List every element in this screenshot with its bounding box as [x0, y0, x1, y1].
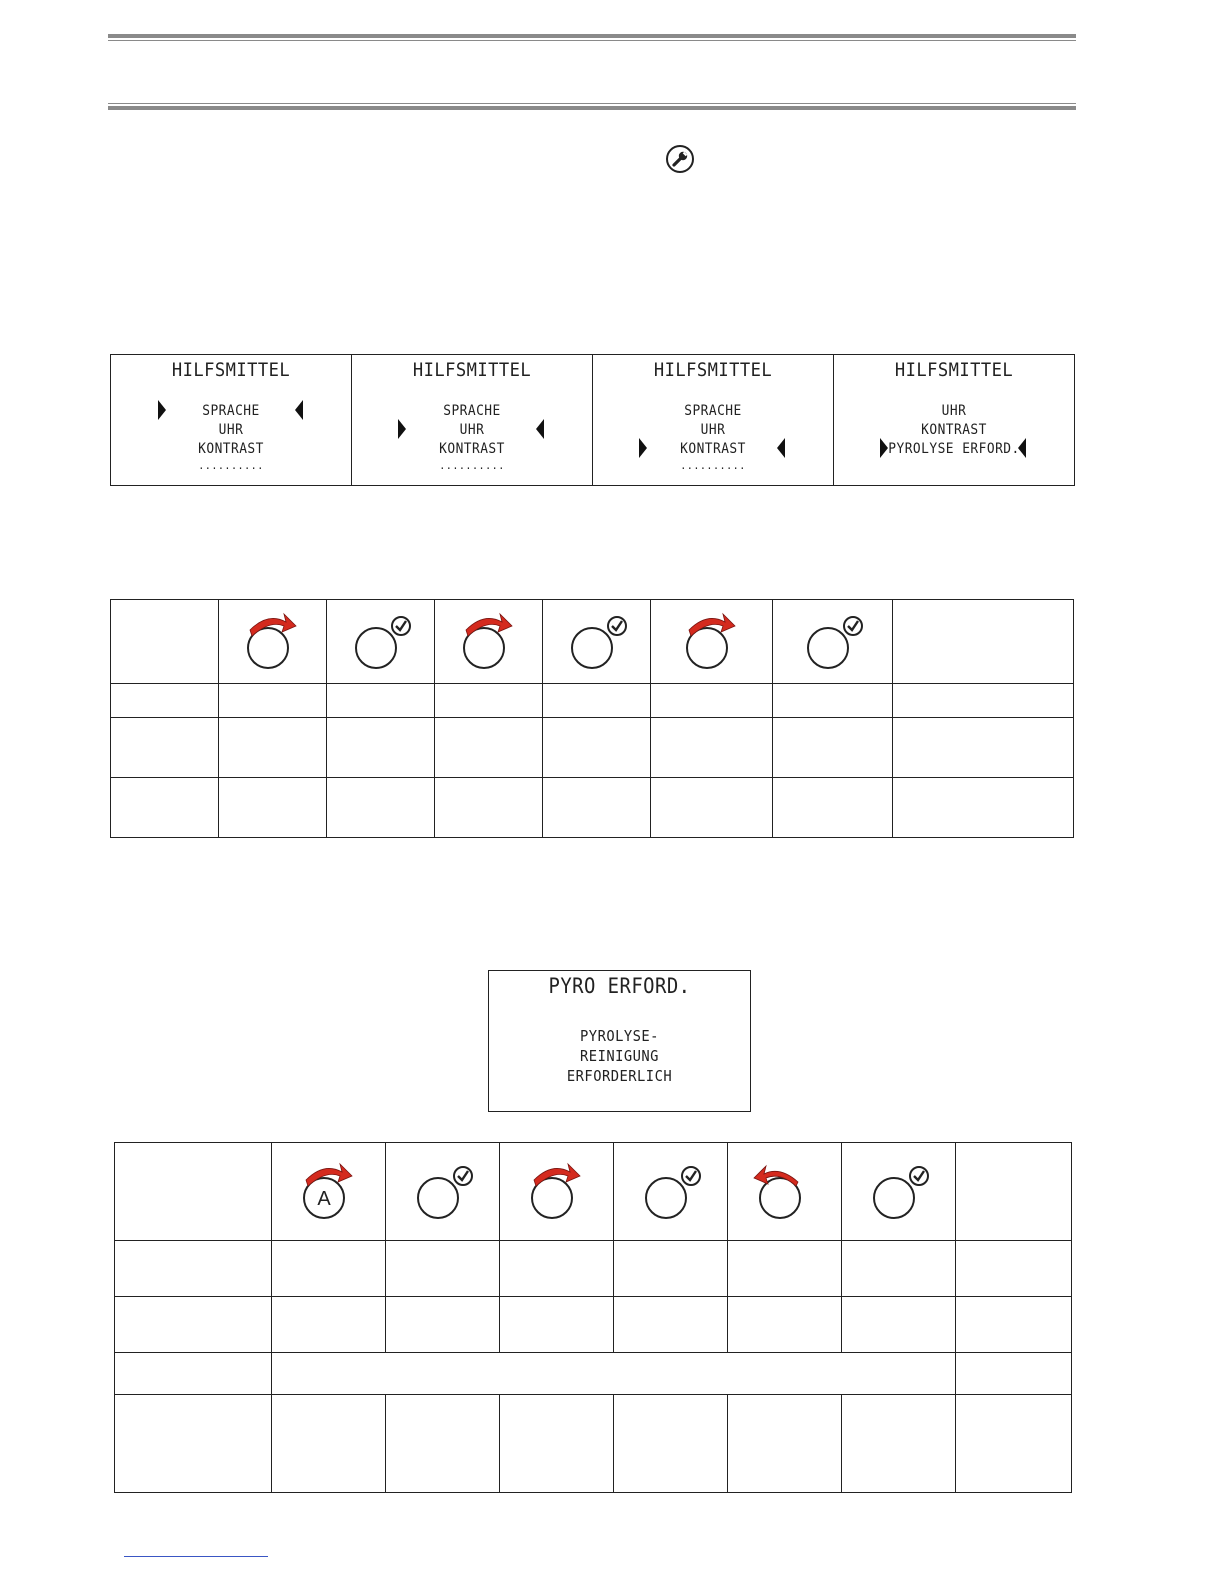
- knob-turn-icon: [750, 1160, 820, 1224]
- lcd-panel-title: HILFSMITTEL: [894, 359, 1014, 381]
- knob-confirm-icon: [562, 610, 632, 674]
- table1-step-cell: [651, 600, 773, 684]
- table1-step-cell: [219, 600, 327, 684]
- table-row: [111, 778, 1074, 838]
- lcd-menu-item: ..........: [198, 459, 264, 472]
- knob-turn-icon: [522, 1160, 592, 1224]
- lcd-menu-item: UHR: [459, 422, 485, 438]
- pyro-required-panel: [488, 970, 751, 1112]
- lcd-panel-3: [593, 355, 834, 485]
- pyro-panel-title: PYRO ERFORD.: [548, 974, 691, 998]
- selection-arrow-right-icon: [880, 438, 888, 458]
- knob-turn-icon: [294, 1160, 364, 1224]
- knob-sequence-table-1: [110, 599, 1074, 838]
- lcd-panel-1: [111, 355, 352, 485]
- lcd-menu-item: ..........: [680, 459, 746, 472]
- table-row: [111, 684, 1074, 718]
- lcd-menu-item: UHR: [700, 422, 726, 438]
- lcd-menu-item: UHR: [941, 403, 967, 419]
- header-rule-top: [108, 34, 1076, 43]
- table2-notes-cell: [956, 1143, 1072, 1241]
- table2-step-cell: [386, 1143, 500, 1241]
- header-rule-bottom: [108, 103, 1076, 110]
- lcd-menu-item: UHR: [218, 422, 244, 438]
- knob-turn-icon: [677, 610, 747, 674]
- table2-header-label-cell: [115, 1143, 272, 1241]
- knob-sequence-table-2: [114, 1142, 1072, 1493]
- lcd-panel-2: [352, 355, 593, 485]
- footer-link-underline[interactable]: [124, 1556, 268, 1557]
- table1-step-cell: [773, 600, 893, 684]
- lcd-menu-item: KONTRAST: [439, 441, 505, 457]
- lcd-menu-item: KONTRAST: [198, 441, 264, 457]
- knob-confirm-icon: [346, 610, 416, 674]
- selection-arrow-right-icon: [158, 400, 166, 420]
- knob-turn-icon: [238, 610, 308, 674]
- lcd-panel-title: HILFSMITTEL: [653, 359, 773, 381]
- table-row: [115, 1297, 1072, 1353]
- lcd-panel-title: HILFSMITTEL: [171, 359, 291, 381]
- knob-confirm-icon: [636, 1160, 706, 1224]
- lcd-menu-item: KONTRAST: [680, 441, 746, 457]
- knob-confirm-icon: [798, 610, 868, 674]
- knob-confirm-icon: [408, 1160, 478, 1224]
- selection-arrow-left-icon: [536, 419, 544, 439]
- selection-arrow-left-icon: [1018, 438, 1026, 458]
- table1-header-label-cell: [111, 600, 219, 684]
- lcd-menu-item: KONTRAST: [921, 422, 987, 438]
- pyro-panel-line: ERFORDERLICH: [566, 1067, 673, 1085]
- table1-step-cell: [327, 600, 435, 684]
- svg-text:A: A: [316, 1187, 331, 1210]
- lcd-panel-4: [834, 355, 1074, 485]
- knob-confirm-icon: [864, 1160, 934, 1224]
- wrench-icon: [665, 144, 695, 174]
- pyro-panel-line: PYROLYSE-: [580, 1027, 659, 1045]
- table2-step-cell: [728, 1143, 842, 1241]
- lcd-panel-strip: [110, 354, 1075, 486]
- table2-step-cell: [842, 1143, 956, 1241]
- selection-arrow-right-icon: [639, 438, 647, 458]
- table2-step-cell: [614, 1143, 728, 1241]
- pyro-panel-line: REINIGUNG: [580, 1047, 659, 1065]
- selection-arrow-left-icon: [295, 400, 303, 420]
- lcd-menu-item: SPRACHE: [684, 403, 742, 419]
- lcd-menu-item: SPRACHE: [202, 403, 260, 419]
- selection-arrow-right-icon: [398, 419, 406, 439]
- lcd-panel-title: HILFSMITTEL: [412, 359, 532, 381]
- table-row: [111, 718, 1074, 778]
- lcd-menu-item: PYROLYSE ERFORD.: [888, 441, 1020, 457]
- table1-step-cell: [543, 600, 651, 684]
- table2-step-cell: [272, 1143, 386, 1241]
- lcd-menu-item: SPRACHE: [443, 403, 501, 419]
- lcd-menu-item: ..........: [439, 459, 505, 472]
- table-row: [115, 1353, 1072, 1395]
- table1-notes-cell: [893, 600, 1074, 684]
- table-row: [115, 1395, 1072, 1493]
- table1-step-cell: [435, 600, 543, 684]
- table-row: [115, 1241, 1072, 1297]
- knob-turn-icon: [454, 610, 524, 674]
- table2-step-cell: [500, 1143, 614, 1241]
- selection-arrow-left-icon: [777, 438, 785, 458]
